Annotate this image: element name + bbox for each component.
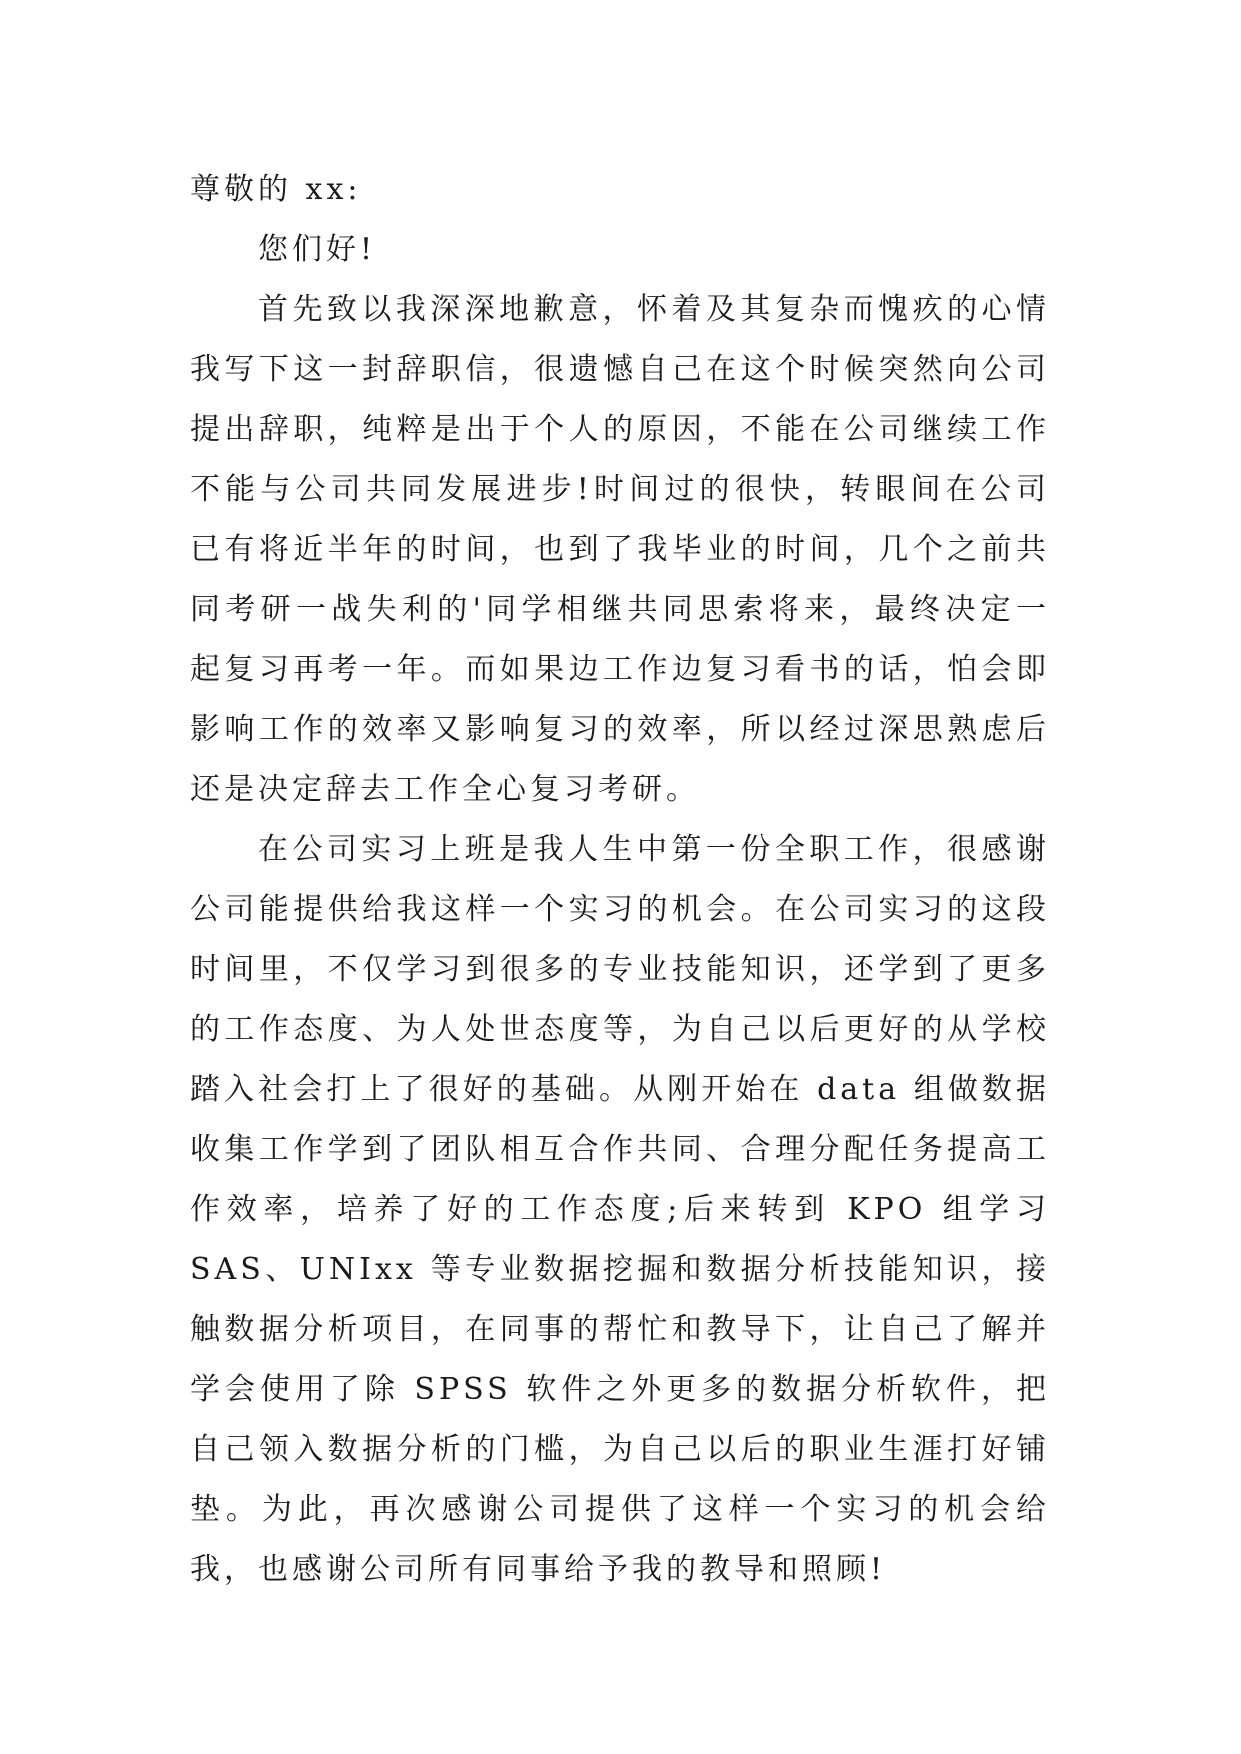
paragraph-gratitude: 在公司实习上班是我人生中第一份全职工作，很感谢公司能提供给我这样一个实习的机会。在公司实习的这段时间里，不仅学习到很多的专业技能知识，还学到了更多的工作态度、为人处世态度等，为自己以后更好的从学校踏入社会打上了很好的基础。从刚开始在 data 组做数据收集工作学到了团队相互合作共同、合理分配任务提高工作效率，培养了好的工作态度;后来转到 KPO 组学习 SAS、UNIxx 等专业数据挖掘和数据分析技能知识，接触数据分析项目，在同事的帮忙和教导下，让自己了解并学会使用了除 SPSS 软件之外更多的数据分析软件，把自己领入数据分析的门槛，为自己以后的职业生涯打好铺垫。为此，再次感谢公司提供了这样一个实习的机会给我，也感谢公司所有同事给予我的教导和照顾!: [190, 832, 1050, 1587]
paragraph-resignation-reason: 首先致以我深深地歉意，怀着及其复杂而愧疚的心情我写下这一封辞职信，很遗憾自己在这个时候突然向公司提出辞职，纯粹是出于个人的原因，不能在公司继续工作不能与公司共同发展进步!时间过的很快，转眼间在公司已有将近半年的时间，也到了我毕业的时间，几个之前共同考研一战失利的'同学相继共同思索将来，最终决定一起复习再考一年。而如果边工作边复习看书的话，怕会即影响工作的效率又影响复习的效率，所以经过深思熟虑后还是决定辞去工作全心复习考研。: [190, 292, 1050, 807]
letter-body: [190, 160, 1050, 1600]
greeting: 您们好!: [258, 232, 377, 267]
salutation: 尊敬的 xx:: [190, 172, 362, 207]
